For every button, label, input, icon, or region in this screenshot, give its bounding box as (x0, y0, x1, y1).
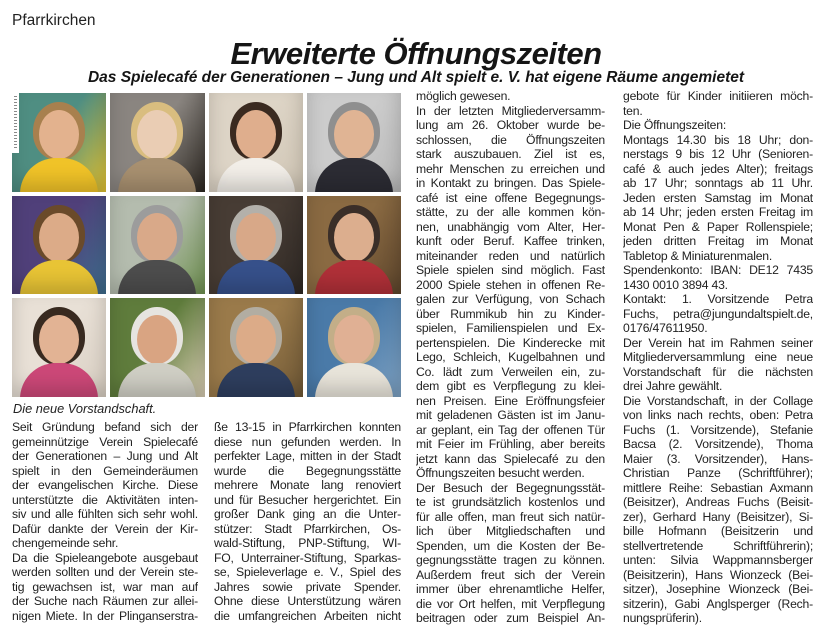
article-text-line: stellvertretende Schriftführerin); (623, 538, 813, 553)
article-text-line: gemeinnützige Verein Spielecafé (12, 434, 198, 449)
portrait-stefanie-bacsa (110, 93, 204, 192)
article-text-line: FO, Unterrainer-Stiftung, Sparkas- (214, 550, 401, 565)
article-text-line: ar geplant, ein Tag der offenen Tür (416, 422, 605, 437)
article-text-line: kunft oder Beruf. Kaffee trinken, (416, 234, 605, 248)
article-text-line: jetzt kann das Spielecafé zu den (416, 451, 605, 466)
article-text-line: Bacsa (2. Vorsitzende), Thoma (623, 437, 813, 451)
article-text-line: spielen, Familienspielen und Ex- (416, 321, 605, 335)
portrait-hans-christian-panze (307, 93, 401, 192)
article-text-line: ße 13-15 in Pfarrkirchen konnten (214, 420, 401, 434)
article-column-1 (12, 420, 198, 623)
article-text-line: jeden dritten Freitag im Monat (623, 234, 813, 248)
article-subheadline: Das Spielecafé der Generationen – Jung und Alt spielt e. V. hat eigene Räume angemietet (87, 69, 745, 86)
article-text-line: unten: Silvia Wappmannsberger (623, 553, 813, 567)
portrait-shading (307, 196, 401, 295)
article-text-line: großer Dank ging an die Unter- (214, 507, 401, 521)
article-text-line: mittlere Reihe: Sebastian Axmann (623, 480, 813, 495)
kicker-location: Pfarrkirchen (12, 12, 96, 29)
article-text-line: der Suche nach Räumen zur allei- (12, 594, 198, 608)
article-text-line: (Beisitzerin), Hans Wionzeck (Bei- (623, 567, 813, 582)
article-text-line: nigen Miete. In der Plinganserstra- (12, 608, 198, 623)
article-text-line: miteinander reden und natürlich (416, 248, 605, 263)
article-text-line: Jahres sowie private Spender. (214, 579, 401, 594)
article-text-line: mehr Menschen zu erreichen und (416, 161, 605, 176)
article-text-line: wurde die Begegnungsstätte (214, 463, 401, 478)
article-text-line: te ist grundsätzlich kostenlos und (416, 495, 605, 509)
article-text-line: sitzerin), Gabi Anglsperger (Rech- (623, 596, 813, 611)
article-text-line: für alle offen, man freut sich natür- (416, 509, 605, 524)
portrait-shading (307, 298, 401, 397)
article-text-line: nerstags 9 bis 12 Uhr (Senioren- (623, 147, 813, 161)
article-text-line: Der Besuch der Begegnungsstät- (416, 480, 605, 495)
article-text-line: die vor Ort helfen, mit Verpflegung (416, 596, 605, 611)
article-text-line: se, Spieleverlage e. V., Spiel des (214, 565, 401, 579)
article-text-line: Monat Pen & Paper Rollenspiele; (623, 219, 813, 234)
article-text-line: Mitgliederversammlung eine neue (623, 350, 813, 364)
article-text-line: café ist eine offene Begegnungs- (416, 190, 605, 205)
article-text-line: café & auch jedes Alter); freitags (623, 161, 813, 176)
portrait-gerhard-hany (209, 196, 303, 295)
photo-credit-illegible-text (14, 96, 17, 148)
portrait-silvia-wappmannsberger (12, 298, 106, 397)
portrait-shading (110, 298, 204, 397)
article-text-line: Lego, Schleich, Kugelbahnen und (416, 350, 605, 364)
article-text-line: 0176/47611950. (623, 321, 708, 335)
article-text-line: Der Verein hat im Rahmen seiner (623, 335, 813, 350)
portrait-andreas-fuchs (110, 196, 204, 295)
article-text-line: galen zur Verfügung, von Schach (416, 292, 605, 306)
article-text-line: Vorstandschaft für die nächsten (623, 364, 813, 379)
article-text-line: (Beisitzer), Andreas Fuchs (Beisit- (623, 495, 813, 509)
article-text-line: lich über Mitgliedschaften und (416, 524, 605, 538)
article-text-line: Seit Gründung befand sich der (12, 420, 198, 434)
article-text-line: diese nun gefunden werden. In (214, 434, 401, 449)
article-text-line: sitzer), Josephine Wionzeck (Bei- (623, 582, 813, 596)
article-text-line: stark auszubauen. Ziel ist es, (416, 147, 605, 161)
article-text-line: spielt in den Gemeinderäumen (12, 463, 198, 478)
article-text-line: Dafür dankte der Verein der Kir- (12, 521, 198, 536)
article-text-line: bille Hofmann (Beisitzerin und (623, 524, 813, 538)
article-text-line: Fuchs, petra@jungundaltspielt.de, (623, 306, 813, 321)
article-text-line: pertenspielen. Die Kinderecke mit (416, 335, 605, 350)
article-text-line: immer über ehrenamtliche Helfer, (416, 582, 605, 596)
article-text-line: ten. (623, 103, 643, 118)
portrait-josephine-wionzeck (209, 298, 303, 397)
article-column-3 (416, 89, 605, 626)
portrait-shading (110, 196, 204, 295)
article-text-line: Außerdem freut sich der Verein (416, 567, 605, 582)
portrait-sibille-hofmann (307, 196, 401, 295)
article-text-line: über Rummikub hin zu Kinder- (416, 306, 605, 321)
portrait-shading (12, 196, 106, 295)
photo-credit-vertical-strip (12, 93, 19, 153)
article-text-line: 1430 0010 3894 43. (623, 277, 728, 292)
portrait-shading (307, 93, 401, 192)
article-text-line: in Kontakt zu bringen. Das Spiele- (416, 176, 605, 190)
article-text-line: mehrere Monate lang renoviert (214, 478, 401, 492)
article-text-line: werden sollten und der Verein ste- (12, 565, 198, 579)
article-text-line: die umfangreichen Arbeiten nicht (214, 608, 401, 623)
article-text-line: Da die Spieleangebote ausgebaut (12, 550, 198, 565)
portrait-shading (110, 93, 204, 192)
article-text-line: stützer: Stadt Pfarrkirchen, Os- (214, 521, 401, 536)
article-text-line: gebote für Kinder initiieren möch- (623, 89, 813, 103)
portrait-petra-fuchs (12, 93, 106, 192)
article-text-line: Spenden, um die Kosten der Be- (416, 538, 605, 553)
article-text-line: chengemeinde sehr. (12, 536, 119, 550)
photo-caption: Die neue Vorstandschaft. (13, 401, 157, 416)
article-text-line: von links nach rechts, oben: Petra (623, 408, 813, 422)
article-text-line: Ohne diese Unterstützung wären (214, 594, 401, 608)
portrait-shading (209, 196, 303, 295)
article-text-line: Maier (3. Vorsitzender), Hans- (623, 451, 813, 466)
portrait-hans-wionzeck (110, 298, 204, 397)
article-text-line: möglich gewesen. (416, 89, 511, 103)
article-text-line: Fuchs (1. Vorsitzende), Stefanie (623, 422, 813, 437)
article-text-line: In der letzten Mitgliederversamm- (416, 103, 605, 118)
article-text-line: schlossen, die Öffnungszeiten (416, 132, 605, 147)
portrait-shading (209, 93, 303, 192)
article-text-line: Christian Panze (Schriftführer); (623, 466, 813, 480)
portrait-shading (12, 298, 106, 397)
article-text-line: gegnungsstätte tragen zu können. (416, 553, 605, 567)
article-text-line: nen Preisen. Eine Eröffnungsfeier (416, 393, 605, 408)
article-column-2 (214, 420, 401, 623)
article-text-line: und für Besucher hergerichtet. Ein (214, 492, 401, 507)
article-headline: Erweiterte Öffnungszeiten (230, 36, 602, 71)
article-text-line: perfekter Lage, mitten in der Stadt (214, 449, 401, 463)
board-photo-collage (12, 93, 401, 397)
article-text-line: 2000 Spiele stehen in offenen Re- (416, 277, 605, 292)
article-text-line: unterstützte die Aktivitäten inten- (12, 492, 198, 507)
article-text-line: Kontakt: 1. Vorsitzende Petra (623, 292, 813, 306)
portrait-thoma-maier (209, 93, 303, 192)
article-text-line: zer), Gerhard Hany (Beisitzer), Si- (623, 509, 813, 524)
article-text-line: drei Jahre gewählt. (623, 379, 723, 393)
article-text-line: der Generationen – Jung und Alt (12, 449, 198, 463)
article-text-line: Co. lädt zum Verweilen ein, zu- (416, 364, 605, 379)
article-text-line: stätte, zu der alle kommen kön- (416, 205, 605, 219)
article-column-4 (623, 89, 813, 626)
article-text-line: Die Vorstandschaft, in der Collage (623, 393, 813, 408)
portrait-shading (12, 93, 106, 192)
article-text-line: Jeden ersten Samstag im Monat (623, 190, 813, 205)
article-text-line: siv und alle fühlten sich sehr wohl. (12, 507, 198, 521)
article-text-line: mit Feier im Frühling, aber bereits (416, 437, 605, 451)
article-text-line: Montags 14.30 bis 18 Uhr; don- (623, 132, 813, 147)
portrait-sebastian-axmann (12, 196, 106, 295)
article-text-line: mit geladenen Gästen ist im Janu- (416, 408, 605, 422)
article-text-line: Spiele spielen sind möglich. Fast (416, 263, 605, 277)
article-text-line: lung am 26. Oktober wurde be- (416, 118, 605, 132)
article-text-line: nen, unabhängig vom Alter, Her- (416, 219, 605, 234)
article-text-line: wald-Stiftung, PNP-Stiftung, WI- (214, 536, 401, 550)
article-text-line: Öffnungszeiten besucht werden. (416, 466, 585, 480)
portrait-gabi-anglsperger (307, 298, 401, 397)
article-text-line: Spendenkonto: IBAN: DE12 7435 (623, 263, 813, 277)
article-text-line: dem gibt es Verpflegung zu klei- (416, 379, 605, 393)
portrait-shading (209, 298, 303, 397)
article-text-line: beitragen oder zum Beispiel An- (416, 611, 605, 625)
article-text-line: Die Öffnungszeiten: (623, 118, 727, 132)
article-text-line: nungsprüferin). (623, 611, 702, 625)
article-text-line: tig gewachsen ist, war man auf (12, 579, 198, 594)
article-text-line: ab 17 Uhr; sonntags ab 11 Uhr. (623, 176, 813, 190)
article-text-line: ab 14 Uhr; jeden ersten Freitag im (623, 205, 813, 219)
article-text-line: Tabletop & Miniaturenmalen. (623, 248, 773, 263)
article-text-line: der evangelischen Kirche. Diese (12, 478, 198, 492)
